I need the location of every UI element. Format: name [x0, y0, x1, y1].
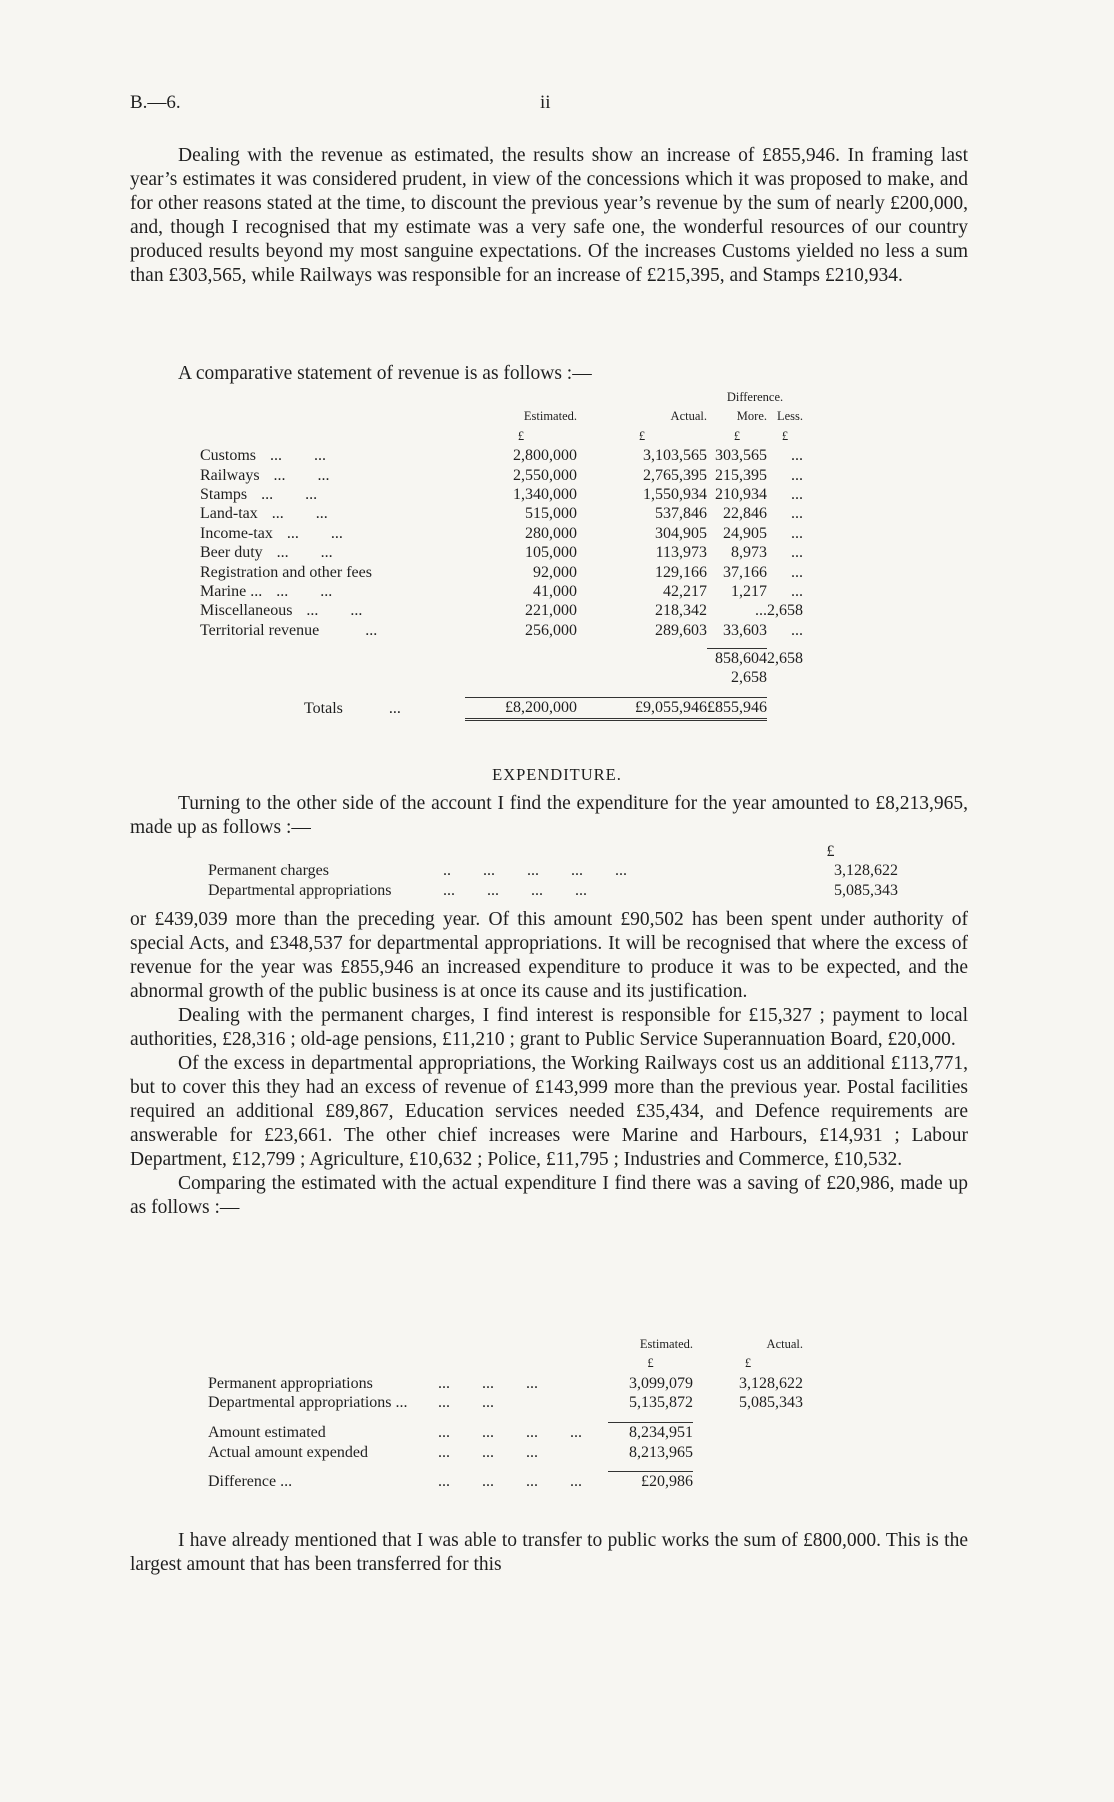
row-label: Departmental appropriations — [208, 881, 392, 899]
row-label-cell — [200, 504, 465, 523]
document-reference: B.—6. — [130, 92, 181, 113]
row-label: Beer duty — [200, 544, 263, 562]
cell-est: 221,000 — [525, 602, 577, 620]
cell-less: ... — [791, 544, 803, 562]
cell-act: 3,103,565 — [643, 447, 707, 465]
table-row — [200, 621, 803, 640]
row-label-cell — [200, 543, 465, 562]
total-more: £855,946 — [707, 698, 767, 719]
row-leader: ... ... — [270, 447, 327, 465]
difference-leader: ... ... ... ... — [438, 1473, 582, 1491]
cell-act: 113,973 — [655, 544, 707, 562]
row-label: Departmental appropriations ... — [208, 1394, 408, 1412]
cell-less: ... — [791, 486, 803, 504]
row-leader: ... ... — [271, 505, 328, 523]
header-less: Less. — [776, 409, 803, 424]
cell-actual: 3,128,622 — [739, 1374, 803, 1392]
cell-less: ... — [791, 447, 803, 465]
empty-cell — [693, 1423, 803, 1443]
row-label: Railways — [200, 466, 260, 484]
row-label-cell — [200, 563, 465, 582]
currency-symbol: £ — [638, 428, 646, 443]
header-estimated: Estimated. — [639, 1337, 693, 1351]
cell-est: 280,000 — [525, 524, 577, 542]
cell-estimated: 3,099,079 — [629, 1374, 693, 1392]
cell-more: 24,905 — [723, 524, 767, 542]
total-estimated: £8,200,000 — [465, 698, 577, 719]
cell-less: ... — [791, 621, 803, 639]
cell-more: 303,565 — [715, 447, 767, 465]
row-label: Income-tax — [200, 524, 273, 542]
total-actual: £9,055,946 — [577, 698, 707, 719]
row-leader: ... ... ... — [438, 1443, 538, 1461]
row-leader: ... ... ... — [438, 1374, 538, 1392]
table-row — [200, 485, 803, 504]
expenditure-paragraph: Turning to the other side of the account I find the expenditure for the year amounted to £8,213,965, made up as follows :— — [130, 793, 968, 838]
paragraph-comparing: Comparing the estimated with the actual expenditure I find there was a saving of £20,986, made up as follows :— — [130, 1173, 968, 1218]
table-row — [208, 881, 898, 900]
cell-less: 2,658 — [767, 602, 803, 620]
currency-symbol: £ — [781, 428, 789, 443]
table-row — [200, 563, 803, 582]
row-leader: ... ... — [261, 486, 318, 504]
paragraph-departmental-excess: Of the excess in departmental appropriations, the Working Railways cost us an additional £113,771, but to cover this they had an excess of revenue of £143,999 more than the previous year. Postal facilities required an additional £89,867, Education services needed £35,434, and Defence requirements are answerable for £23,661. The other chief increases were Marine and Harbours, £14,931 ; Labour Department, £12,799 ; Agriculture, £10,632 ; Police, £11,795 ; Industries and Commerce, £10,532. — [130, 1053, 968, 1170]
row-label-cell — [200, 621, 465, 640]
difference-value: £20,986 — [608, 1472, 693, 1492]
empty-cell — [693, 1443, 803, 1462]
cell-actual: 5,085,343 — [739, 1394, 803, 1412]
row-leader: ... ... — [276, 544, 333, 562]
final-paragraph-block — [130, 1529, 968, 1577]
subtotal-less: 2,658 — [767, 649, 803, 667]
paragraph-439039: or £439,039 more than the preceding year. Of this amount £90,502 has been spent under authority of special Acts, and £348,537 for departmental appropriations. It will be recognised that where the excess of revenue for the year was £855,946 an increased expenditure to produce it was to be expected, and the abnormal growth of the public business is at once its cause and its justification. — [130, 909, 968, 1002]
currency-symbol: £ — [647, 1356, 654, 1371]
cell-est: 105,000 — [525, 544, 577, 562]
difference-label: Difference ... — [208, 1473, 293, 1491]
row-label: Miscellaneous — [200, 602, 293, 620]
final-paragraph: I have already mentioned that I was able to transfer to public works the sum of £800,000. This is the largest amount that has been transferred for this — [130, 1530, 968, 1575]
row-label: Permanent appropriations — [208, 1374, 373, 1392]
row-label: Customs — [200, 447, 257, 465]
paragraph-permanent-charges: Dealing with the permanent charges, I find interest is responsible for £15,327 ; payment to local authorities, £28,316 ; old-age pensions, £11,210 ; grant to Public Service Superannuation Board, £20,000. — [130, 1005, 968, 1050]
totals-leader: ... — [388, 699, 401, 717]
currency-symbol: £ — [826, 843, 835, 860]
cell-less: ... — [791, 524, 803, 542]
cell-estimated: 5,135,872 — [629, 1394, 693, 1412]
cell-less: ... — [791, 583, 803, 601]
cell-more: 37,166 — [723, 563, 767, 581]
row-label-cell — [200, 601, 465, 620]
table-row — [200, 601, 803, 620]
row-value: 8,213,965 — [629, 1443, 693, 1461]
row-leader: .. ... ... ... ... — [443, 862, 627, 880]
row-label-cell — [200, 466, 465, 485]
table-row — [208, 861, 898, 880]
expenditure-paragraph-block — [130, 792, 968, 840]
expenditure-table — [208, 842, 898, 900]
cell-est: 2,550,000 — [513, 466, 577, 484]
row-leader: ... ... — [306, 602, 363, 620]
table-row — [208, 1443, 803, 1462]
totals-label: Totals — [304, 699, 343, 717]
currency-symbol: £ — [744, 1356, 752, 1371]
subtotal-more: 858,604 — [707, 648, 767, 668]
page-number: ii — [540, 92, 551, 113]
expenditure-heading: EXPENDITURE. — [492, 765, 622, 784]
row-leader: ... ... — [438, 1394, 494, 1412]
cell-act: 42,217 — [663, 583, 707, 601]
cell-more: 215,395 — [715, 466, 767, 484]
cell-less: ... — [791, 563, 803, 581]
row-label: Marine ... — [200, 583, 263, 601]
currency-symbol: £ — [517, 428, 525, 443]
cell-more: 210,934 — [715, 486, 767, 504]
row-leader: ... ... ... ... — [443, 881, 587, 899]
header-actual: Actual. — [670, 409, 707, 424]
cell-est: 92,000 — [533, 563, 577, 581]
cell-est: 2,800,000 — [513, 447, 577, 465]
row-leader: ... ... — [286, 524, 343, 542]
cell-act: 304,905 — [655, 524, 707, 542]
currency-symbol: £ — [733, 428, 741, 443]
cell-more: 8,973 — [731, 544, 767, 562]
row-value: 8,234,951 — [608, 1423, 693, 1443]
cell-less: ... — [791, 505, 803, 523]
table-row — [200, 446, 803, 465]
table-row — [200, 582, 803, 601]
cell-act: 129,166 — [655, 563, 707, 581]
row-leader: ... ... ... ... — [438, 1423, 582, 1441]
header-actual: Actual. — [766, 1337, 803, 1351]
header-estimated: Estimated. — [523, 409, 577, 424]
subtract-more: 2,658 — [731, 669, 767, 687]
cell-act: 218,342 — [655, 602, 707, 620]
row-label: Permanent charges — [208, 862, 329, 880]
row-label-cell — [200, 446, 465, 465]
row-label: Actual amount expended — [208, 1443, 368, 1461]
cell-more: 33,603 — [723, 621, 767, 639]
row-label: Territorial revenue — [200, 621, 320, 639]
row-leader: ... ... — [273, 466, 330, 484]
row-value: 3,128,622 — [834, 862, 898, 880]
row-label: Stamps — [200, 486, 248, 504]
row-label-cell — [200, 485, 465, 504]
table-row — [208, 1423, 803, 1443]
cell-est: 41,000 — [533, 583, 577, 601]
revenue-paragraph-block — [130, 144, 968, 288]
cell-act: 537,846 — [655, 505, 707, 523]
page-header — [130, 92, 964, 118]
revenue-paragraph: Dealing with the revenue as estimated, the results show an increase of £855,946. In framing last year’s estimates it was considered prudent, in view of the concessions which it was proposed to make, and for other reasons stated at the time, to discount the previous year’s revenue by the sum of nearly £200,000, and, though I recognised that my estimate was a very safe one, the wonderful resources of our country produced results beyond my most sanguine expectations. Of the increases Customs yielded no less a sum than £303,565, while Railways was responsible for an increase of £215,395, and Stamps £210,934. — [130, 145, 968, 286]
row-value: 5,085,343 — [834, 881, 898, 899]
cell-more: 22,846 — [723, 505, 767, 523]
row-label: Land-tax — [200, 505, 258, 523]
row-label-cell — [200, 582, 465, 601]
expenditure-discussion — [130, 908, 968, 1220]
cell-less: ... — [791, 466, 803, 484]
table-row — [208, 1393, 803, 1412]
table-row — [200, 466, 803, 485]
difference-group-header: Difference. — [726, 390, 784, 404]
row-label-cell — [200, 524, 465, 543]
revenue-table — [200, 388, 803, 721]
cell-more: 1,217 — [731, 583, 767, 601]
cell-more: ... — [755, 602, 767, 620]
comparative-intro-block — [130, 362, 968, 386]
comparative-intro: A comparative statement of revenue is as follows :— — [178, 363, 592, 384]
row-leader: ... — [333, 621, 378, 639]
cell-act: 289,603 — [655, 621, 707, 639]
table-row — [208, 1374, 803, 1393]
row-leader: ... ... — [276, 583, 333, 601]
table-row — [200, 524, 803, 543]
cell-act: 2,765,395 — [643, 466, 707, 484]
row-label: Registration and other fees — [200, 563, 372, 581]
table-row — [200, 504, 803, 523]
row-label: Amount estimated — [208, 1423, 326, 1441]
saving-table — [208, 1335, 803, 1492]
cell-act: 1,550,934 — [643, 486, 707, 504]
cell-est: 1,340,000 — [513, 486, 577, 504]
cell-est: 515,000 — [525, 505, 577, 523]
table-row — [200, 543, 803, 562]
cell-est: 256,000 — [525, 621, 577, 639]
header-more: More. — [736, 409, 767, 424]
